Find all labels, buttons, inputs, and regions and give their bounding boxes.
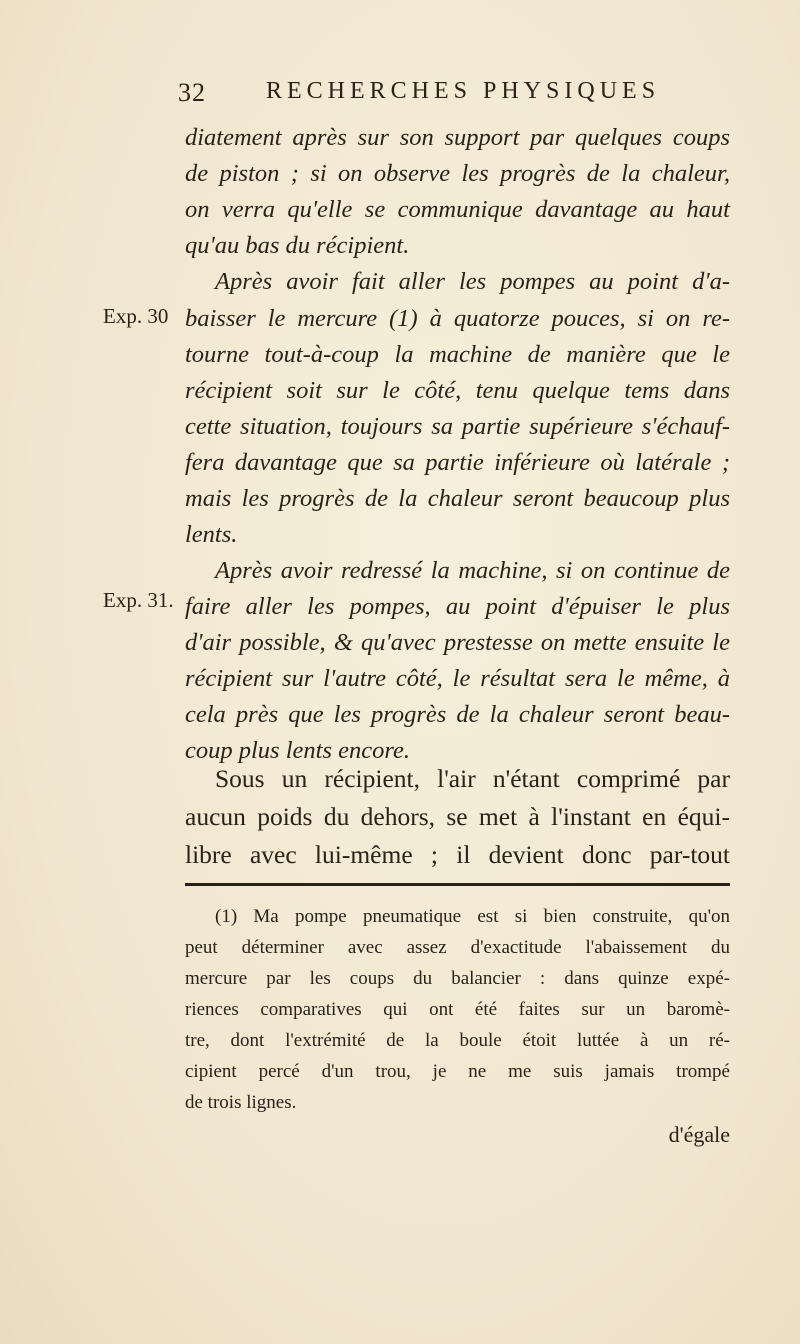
text-line: qu'au bas du récipient. — [185, 232, 410, 259]
text-line: cela près que les progrès de la chaleur seront beau- — [185, 701, 730, 728]
catchword: d'égale — [668, 1122, 730, 1147]
text-line: Après avoir fait aller les pompes au point d'a- — [215, 268, 730, 295]
text-line: lents. — [185, 521, 238, 548]
text-line: cette situation, toujours sa partie supérieure s'échauf- — [185, 413, 730, 440]
text-line: aucun poids du dehors, se met à l'instant en équi- — [185, 802, 730, 831]
page-header — [178, 78, 678, 114]
text-line: de piston ; si on observe les progrès de la chaleur, — [185, 160, 730, 187]
text-line: récipient sur l'autre côté, le résultat sera le même, à — [185, 665, 730, 692]
footnote-line: tre, dont l'extrémité de la boule étoit luttée à un ré- — [185, 1030, 730, 1051]
text-line: libre avec lui-même ; il devient donc par-tout — [185, 840, 730, 869]
text-line: mais les progrès de la chaleur seront beaucoup plus — [185, 485, 730, 512]
text-line: diatement après sur son support par quelques coups — [185, 124, 730, 151]
footnote-line: riences comparatives qui ont été faites sur un baromè- — [185, 999, 730, 1020]
page-number: 32 — [178, 78, 206, 107]
footnote-line: (1) Ma pompe pneumatique est si bien construite, qu'on — [215, 906, 730, 927]
margin-note-exp-30: Exp. 30 — [103, 304, 169, 328]
text-line: baisser le mercure (1) à quatorze pouces, si on re- — [185, 305, 730, 332]
footnote-line: mercure par les coups du balancier : dans quinze expé- — [185, 968, 730, 989]
text-line: d'air possible, & qu'avec prestesse on mette ensuite le — [185, 629, 730, 656]
text-line: Sous un récipient, l'air n'étant comprimé par — [215, 764, 730, 793]
margin-note-exp-31: Exp. 31. — [103, 588, 174, 612]
footnote-line: peut déterminer avec assez d'exactitude l'abaissement du — [185, 937, 730, 958]
text-line: faire aller les pompes, au point d'épuiser le plus — [185, 593, 730, 620]
text-line: Après avoir redressé la machine, si on continue de — [215, 557, 730, 584]
text-line: tourne tout-à-coup la machine de manière que le — [185, 341, 730, 368]
text-line: récipient soit sur le côté, tenu quelque tems dans — [185, 377, 730, 404]
footnote-line: cipient percé d'un trou, je ne me suis jamais trompé — [185, 1061, 730, 1082]
footnote-line: de trois lignes. — [185, 1092, 297, 1113]
footnote-rule — [185, 883, 730, 886]
text-line: on verra qu'elle se communique davantage au haut — [185, 196, 730, 223]
running-head: RECHERCHES PHYSIQUES — [266, 78, 661, 104]
text-line: fera davantage que sa partie inférieure où latérale ; — [185, 449, 730, 476]
text-line: coup plus lents encore. — [185, 737, 410, 764]
